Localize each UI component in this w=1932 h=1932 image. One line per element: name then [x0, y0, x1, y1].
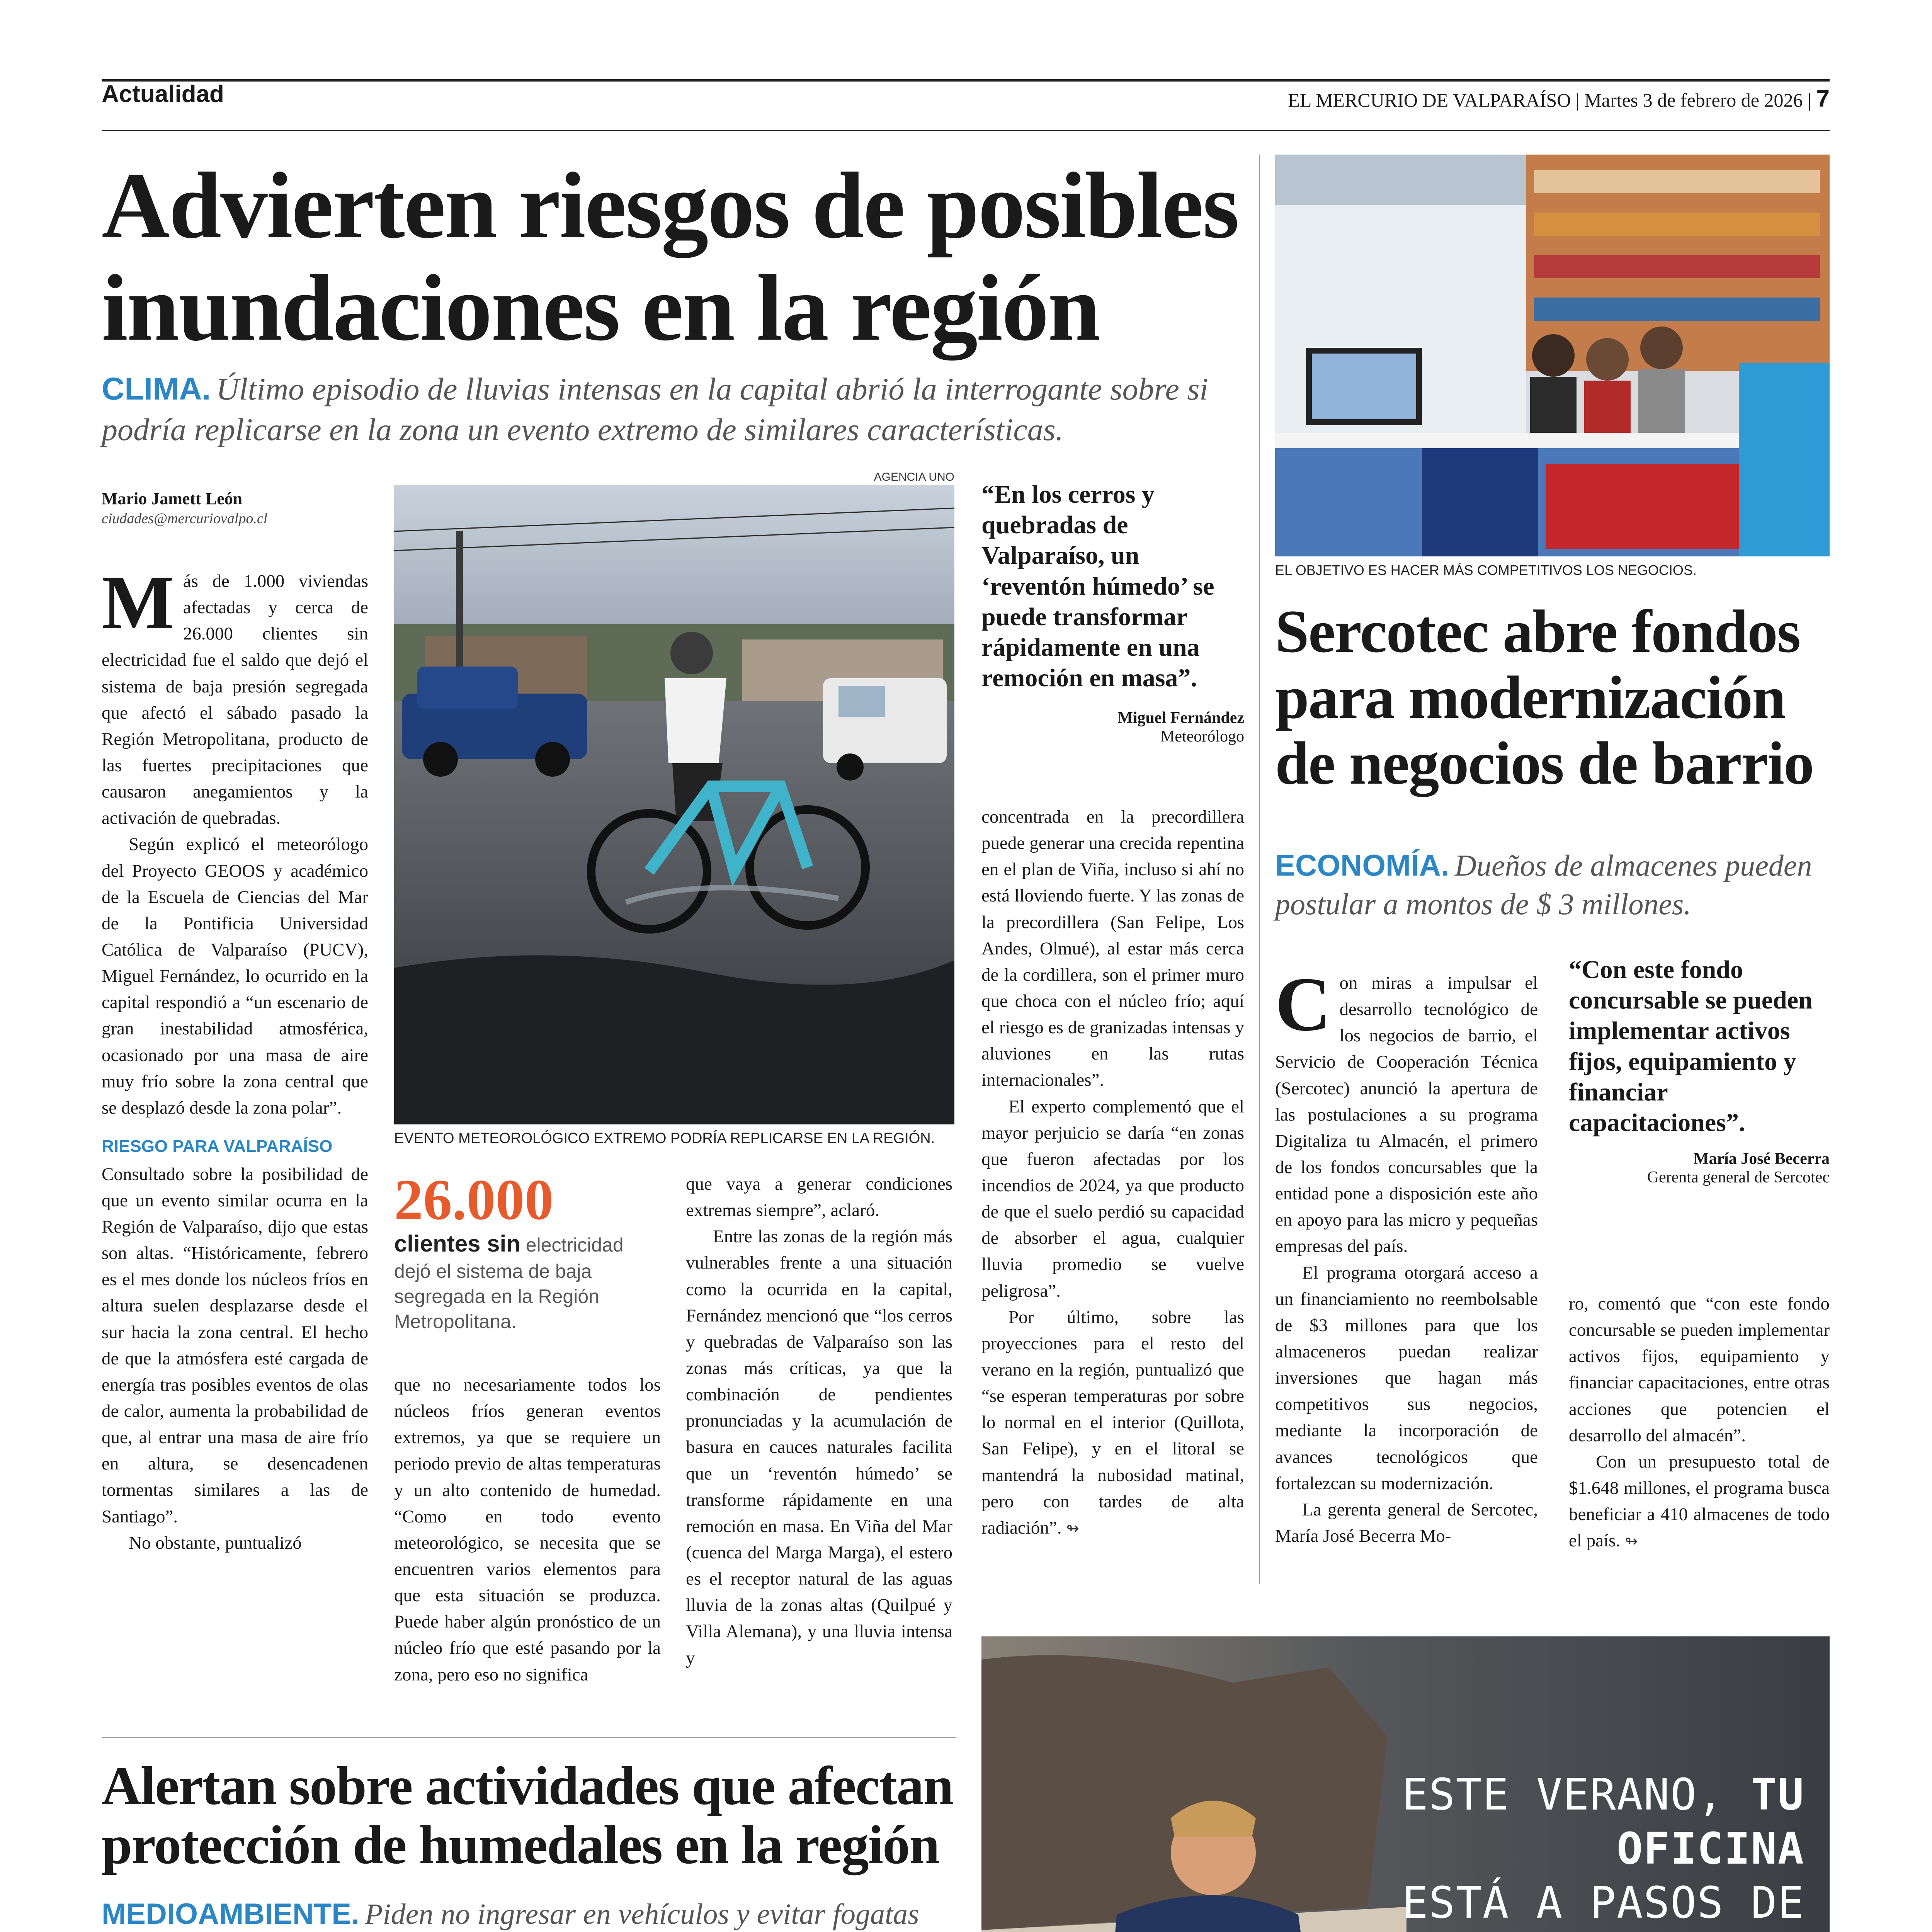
article2-paragraph-text: Con un presupuesto total de $1.648 millones, el programa busca beneficiar a 410 almacenes de todo el país.: [1569, 1451, 1830, 1551]
article1-paragraph-text: Por último, sobre las proyecciones para el resto del verano en la región, puntualizó que “se esperan temperaturas por sobre lo normal en el interior (Quillota, San Felipe), y en el litoral se mantendrá la nubosidad matinal, pero con tardes de alta radiación”.: [981, 1307, 1244, 1538]
author-name: Mario Jamett León: [102, 489, 243, 508]
article1-kicker: [102, 369, 1253, 450]
top-rule: [102, 79, 1830, 82]
article3-headline-line1: Alertan sobre actividades que afectan: [102, 1755, 953, 1816]
article1-paragraph: El experto complementó que el mayor perjuicio se daría “en zonas que fueron afectadas por los incendios de 2024, ya que producto de que el suelo perdió su capacidad de absorber el agua, cualquier lluvia promedio se vuelve peligrosa”.: [981, 1096, 1244, 1301]
flood-photo: [394, 485, 954, 1124]
author-email: ciudades@mercuriovalpo.cl: [102, 510, 268, 527]
newspaper-name: EL MERCURIO DE VALPARAÍSO: [1288, 89, 1571, 111]
stat-text: electricidad dejó el sistema de baja segregada en la Región Metropolitana.: [394, 1234, 624, 1332]
article1-headline: [102, 155, 1261, 359]
ad-headline-line1: [1349, 1768, 1804, 1876]
article2-dropcap: C: [1275, 962, 1331, 1047]
ad-text-bold: TU OFICINA: [1616, 1770, 1804, 1874]
photo-credit: AGENCIA UNO: [874, 471, 954, 483]
article1-paragraph: ás de 1.000 viviendas afectadas y cerca de 26.000 clientes sin electricidad fue el saldo que dejó el sistema de baja presión segregada que afectó el sábado pasado la Región Metropolitana, producto de las fuertes precipitaciones que causaron anegamientos y la activación de quebradas.: [102, 571, 368, 828]
article2-column2: [1569, 1291, 1830, 1554]
issue-date: Martes 3 de febrero de 2026: [1584, 89, 1803, 111]
article1-paragraph: Consultado sobre la posibilidad de que un evento similar ocurra en la Región de Valparaíso, dijo que estas son altas. “Históricamente, febrero es el mes donde los núcleos fríos en altura suelen desplazarse desde el sur hacia la zona central. El hecho de que la atmósfera esté cargada de energía tras posibles eventos de olas de calor, aumenta la probabilidad de que, al entrar una masa de aire frío en altura, se desencadenen tormentas similares a las de Santiago”.: [102, 1164, 368, 1527]
article2-headline-line1: Sercotec abre fondos: [1275, 598, 1800, 665]
article2-headline-line3: de negocios de barrio: [1275, 730, 1814, 798]
flood-photo-caption: EVENTO METEOROLÓGICO EXTREMO PODRÍA REPLICARSE EN LA REGIÓN.: [394, 1130, 935, 1146]
article2-quote: “Con este fondo concursable se pueden implementar activos fijos, equipamiento y financiar capacitaciones”.: [1569, 956, 1813, 1137]
article1-paragraph: que no necesariamente todos los núcleos fríos generan eventos extremos, ya que se requiere un periodo previo de altas temperaturas y un alto contenido de humedad. “Como en todo evento meteorológico, se necesita que se encuentren varios elementos para que esta situación se produzca. Puede haber algún pronóstico de un núcleo frío que esté pasando por la zona, pero eso no significa: [394, 1375, 661, 1685]
cowork-ad[interactable]: [981, 1636, 1830, 1932]
article2-quote-role: Gerenta general de Sercotec: [1647, 1168, 1830, 1187]
article1-quote: “En los cerros y quebradas de Valparaíso, un ‘reventón húmedo’ se puede transformar rápidamente en una remoción en masa”.: [981, 480, 1214, 692]
store-photo: [1275, 155, 1830, 556]
article1-subhead: RIESGO PARA VALPARAÍSO: [102, 1136, 333, 1156]
article1-paragraph: concentrada en la precordillera puede generar una crecida repentina en el plan de Viña, incluso si ahí no está lloviendo fuerte. Y las zonas de la precordillera (San Felipe, Los Andes, Olmué), al estar más cerca de la cordillera, son el primer muro que choca con el núcleo frío; aquí el riesgo es de granizadas intensas y aluviones en las rutas internacionales”.: [981, 807, 1244, 1090]
stat-bold: clientes sin: [394, 1231, 520, 1257]
article2-headline-line2: para modernización: [1275, 663, 1786, 731]
end-mark-icon: ↬: [1066, 1519, 1079, 1537]
ad-headline-line2: ESTÁ A PASOS DE: [1402, 1878, 1804, 1928]
article2-column1: [1275, 962, 1538, 1549]
ad-headline: [1349, 1768, 1804, 1932]
article3-kicker: [102, 1895, 932, 1932]
article1-paragraph: No obstante, puntualizó: [129, 1532, 302, 1553]
section-label: Actualidad: [102, 81, 224, 107]
article1-headline-line1: Advierten riesgos de posibles: [102, 153, 1238, 258]
article1-dropcap: M: [102, 568, 175, 645]
article1-kicker-tag: CLIMA.: [102, 371, 211, 406]
article3-top-rule: [102, 1737, 956, 1738]
article2-paragraph: on miras a impulsar el desarrollo tecnológico de los negocios de barrio, el Servicio de Cooperación Técnica (Sercotec) anunció la apertura de las postulaciones a su programa Digitaliza tu Almacén, el primero de los fondos concursables que la entidad pone a disposición este año en apoyo para las micro y pequeñas empresas del país.: [1275, 973, 1538, 1257]
article2-quote-block: [1569, 954, 1830, 1187]
stat-description: [394, 1229, 657, 1334]
header-rule: [102, 130, 1830, 131]
article1-column1: [102, 568, 368, 1719]
article3-headline: [102, 1756, 959, 1875]
article2-quote-name: María José Becerra: [1693, 1150, 1830, 1168]
article1-paragraph: [981, 1304, 1244, 1541]
article3-kicker-tag: MEDIOAMBIENTE.: [102, 1898, 360, 1930]
article2-kicker-text: Dueños de almacenes pueden postular a montos de $ 3 millones.: [1275, 849, 1812, 921]
article3-kicker-text: Piden no ingresar en vehículos y evitar fogatas: [365, 1898, 919, 1930]
byline: [102, 489, 380, 527]
article2-paragraph: La gerenta general de Sercotec, María José Becerra Mo-: [1275, 1499, 1538, 1546]
column-divider: [1259, 155, 1260, 1584]
article1-column4: [981, 804, 1244, 1541]
article2-paragraph: ro, comentó que “con este fondo concursable se pueden implementar activos fijos, equipamiento y financiar capacitaciones, entre otras acciones que potencien el desarrollo del almacén”.: [1569, 1294, 1830, 1446]
stat-number: 26.000: [394, 1168, 554, 1232]
article2-kicker: [1275, 846, 1830, 923]
article1-paragraph: Entre las zonas de la región más vulnerables frente a una situación como la ocurrida en la capital, Fernández mencionó que “los cerros y quebradas de Valparaíso son las zonas más críticas, ya que la combinación de pendientes pronunciadas y la acumulación de basura en cauces naturales facilita que un ‘reventón húmedo’ se transforme rápidamente en una remoción en masa. En Viña del Mar (cuenca del Marga Marga), el estero es el receptor natural de las aguas lluvia de la zonas altas (Quilpué y Villa Alemana), y una lluvia intensa y: [686, 1226, 952, 1668]
article1-kicker-text: Último episodio de lluvias intensas en la capital abrió la interrogante sobre si podría replicarse en la zona un evento extremo de similares características.: [102, 371, 1209, 447]
article1-headline-line2: inundaciones en la región: [102, 255, 1099, 360]
article1-column2: [394, 1372, 661, 1688]
flood-photo-image: [394, 485, 954, 1124]
article2-kicker-tag: ECONOMÍA.: [1275, 848, 1449, 882]
masthead: EL MERCURIO DE VALPARAÍSO | Martes 3 de febrero de 2026 | 7: [1288, 85, 1830, 112]
article3-headline-line2: protección de humedales en la región: [102, 1814, 939, 1876]
article1-quote-name: Miguel Fernández: [1117, 709, 1244, 727]
article1-paragraph: Según explicó el meteorólogo del Proyecto GEOOS y académico de la Escuela de Ciencias del Mar de la Pontificia Universidad Católica de Valparaíso (PUCV), Miguel Fernández, lo ocurrido en la capital respondió a “un escenario de gran inestabilidad atmosférica, ocasionado por una masa de aire muy frío sobre la zona central que se desplazó desde la zona polar”.: [102, 834, 368, 1118]
page-number: 7: [1816, 85, 1830, 112]
end-mark-icon: ↬: [1625, 1532, 1638, 1551]
article1-paragraph: que vaya a generar condiciones extremas siempre”, aclaró.: [686, 1174, 952, 1221]
article2-paragraph: [1569, 1449, 1830, 1554]
ad-text: ESTE VERANO,: [1402, 1770, 1751, 1820]
article2-headline: [1275, 599, 1830, 797]
article1-column3: [686, 1171, 952, 1671]
store-photo-caption: EL OBJETIVO ES HACER MÁS COMPETITIVOS LOS NEGOCIOS.: [1275, 562, 1697, 578]
store-photo-image: [1275, 155, 1830, 556]
article2-paragraph: El programa otorgará acceso a un financiamiento no reembolsable de $3 millones para que los almaceneros puedan realizar inversiones que hagan más competitivos sus negocios, mediante la incorporación de avances tecnológicos que fortalezcan su modernización.: [1275, 1262, 1538, 1493]
article1-quote-block: [981, 479, 1244, 746]
article1-quote-role: Meteorólogo: [1160, 728, 1244, 746]
stat-box: [394, 1168, 657, 1334]
